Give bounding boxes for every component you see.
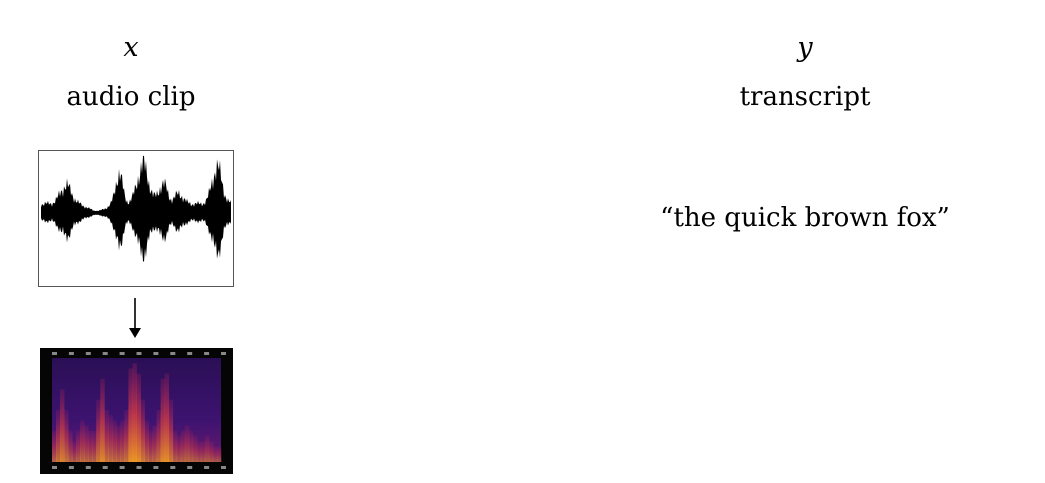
spectrogram-column — [96, 400, 100, 462]
spectrogram-column — [189, 431, 193, 462]
spectrogram-tick — [204, 352, 209, 355]
spectrogram-tick — [52, 466, 57, 469]
spectrogram-column — [68, 431, 72, 462]
input-variable-x: x — [123, 32, 139, 63]
spectrogram-tick — [153, 466, 158, 469]
spectrogram-column — [185, 426, 189, 462]
spectrogram-tick — [52, 352, 57, 355]
spectrogram-column — [124, 410, 128, 462]
spectrogram-column — [145, 420, 149, 462]
spectrogram-column — [165, 374, 169, 462]
spectrogram-column — [112, 420, 116, 462]
spectrogram-tick — [69, 352, 74, 355]
spectrogram-column — [137, 374, 141, 462]
spectrogram-tick — [137, 466, 142, 469]
spectrogram-tick — [170, 466, 175, 469]
spectrogram-column — [108, 415, 112, 462]
spectrogram-column — [193, 436, 197, 462]
spectrogram-tick — [120, 352, 125, 355]
spectrogram-tick — [204, 466, 209, 469]
spectrogram-column — [149, 431, 153, 462]
spectrogram-column — [56, 410, 60, 462]
output-variable-y: y — [797, 32, 813, 63]
spectrogram-column — [64, 410, 68, 462]
spectrogram-column — [169, 400, 173, 462]
transcript-text: “the quick brown fox” — [660, 203, 950, 233]
spectrogram-column — [177, 436, 181, 462]
spectrogram-column — [217, 446, 221, 462]
spectrogram-icon — [40, 348, 233, 474]
spectrogram-tick — [170, 352, 175, 355]
spectrogram-tick — [86, 352, 91, 355]
output-label: transcript — [739, 82, 871, 112]
spectrogram-column — [161, 379, 165, 462]
spectrogram-column — [197, 441, 201, 462]
spectrogram-column — [201, 441, 205, 462]
spectrogram-column — [181, 431, 185, 462]
spectrogram-tick — [69, 466, 74, 469]
spectrogram-column — [76, 431, 80, 462]
spectrogram-column — [213, 446, 217, 462]
spectrogram-column — [100, 379, 104, 462]
spectrogram-column — [173, 431, 177, 462]
waveform-svg — [39, 151, 233, 286]
spectrogram-tick — [120, 466, 125, 469]
input-label: audio clip — [66, 82, 196, 112]
spectrogram-column — [116, 426, 120, 462]
spectrogram-column — [205, 436, 209, 462]
spectrogram-column — [52, 431, 56, 462]
spectrogram-tick — [153, 352, 158, 355]
spectrogram-tick — [103, 466, 108, 469]
spectrogram-column — [88, 431, 92, 462]
spectrogram-column — [209, 441, 213, 462]
spectrogram-column — [153, 426, 157, 462]
spectrogram-tick — [187, 466, 192, 469]
spectrogram-tick — [103, 352, 108, 355]
spectrogram-column — [104, 410, 108, 462]
spectrogram-column — [157, 410, 161, 462]
spectrogram-tick — [187, 352, 192, 355]
spectrogram-tick — [137, 352, 142, 355]
spectrogram-tick — [221, 466, 226, 469]
spectrogram-column — [120, 420, 124, 462]
down-arrow-icon — [127, 298, 143, 340]
spectrogram-tick — [86, 466, 91, 469]
spectrogram-column — [128, 368, 132, 462]
spectrogram-column — [132, 363, 136, 462]
waveform-icon — [38, 150, 234, 287]
spectrogram-column — [72, 441, 76, 462]
spectrogram-column — [80, 420, 84, 462]
spectrogram-tick — [221, 352, 226, 355]
spectrogram-column — [84, 426, 88, 462]
spectrogram-column — [60, 389, 64, 462]
spectrogram-column — [141, 400, 145, 462]
spectrogram-column — [92, 431, 96, 462]
